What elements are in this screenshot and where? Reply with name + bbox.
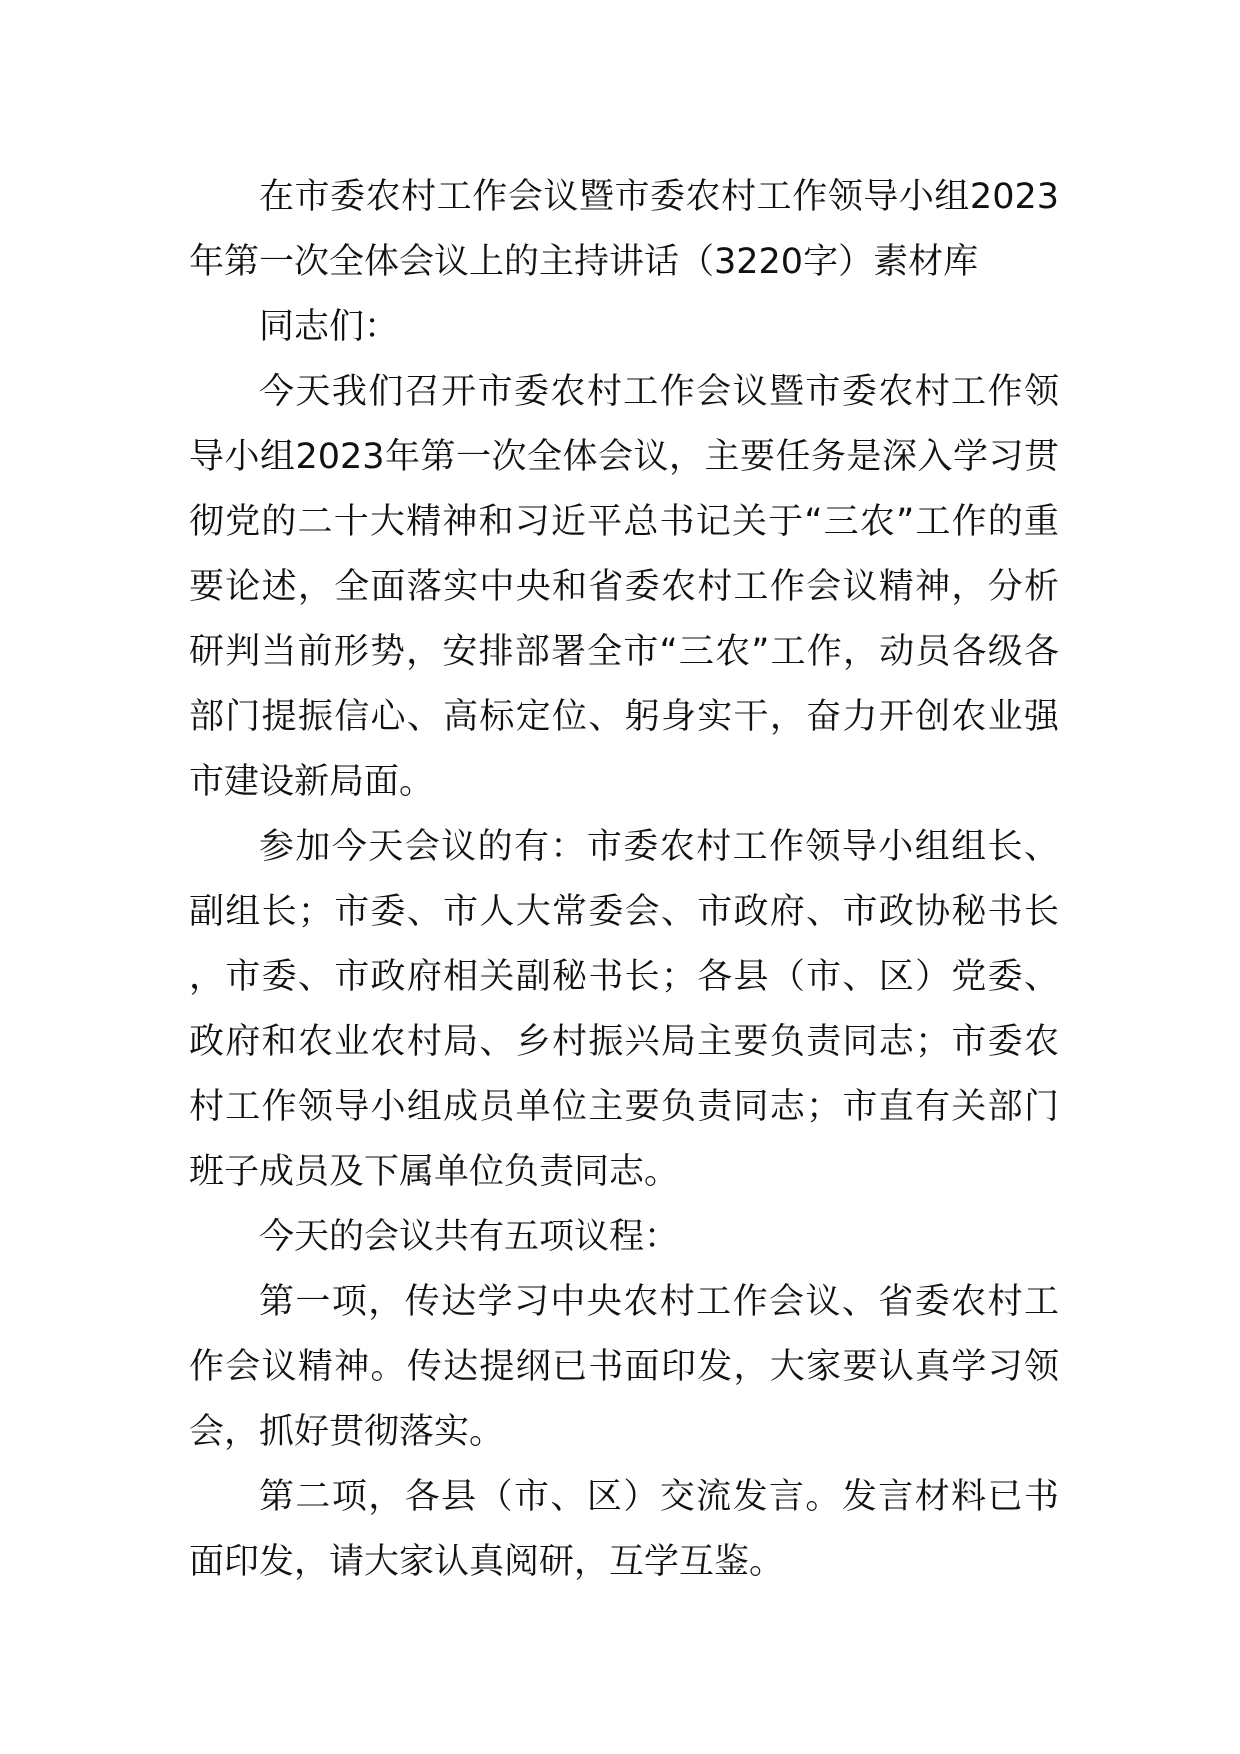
body-paragraph: 今天我们召开市委农村工作会议暨市委农村工作领导小组2023年第一次全体会议，主要任务是深入学习贯彻党的二十大精神和习近平总书记关于“三农”工作的重要论述，全面落实中央和省委农村工作会议精神，分析研判当前形势，安排部署全市“三农”工作，动员各级各部门提振信心、高标定位、躬身实干，奋力开创农业强市建设新局面。 — [189, 372, 1059, 802]
document-body — [189, 165, 1059, 1595]
body-paragraph: 今天的会议共有五项议程： — [259, 1217, 680, 1257]
body-paragraph: 参加今天会议的有：市委农村工作领导小组组长、副组长；市委、市人大常委会、市政府、市政协秘书长，市委、市政府相关副秘书长；各县（市、区）党委、政府和农业农村局、乡村振兴局主要负责同志；市委农村工作领导小组成员单位主要负责同志；市直有关部门班子成员及下属单位负责同志。 — [189, 827, 1059, 1192]
salutation-paragraph: 同志们： — [259, 307, 400, 347]
body-paragraph: 第二项，各县（市、区）交流发言。发言材料已书面印发，请大家认真阅研，互学互鉴。 — [189, 1477, 1059, 1582]
document-title: 在市委农村工作会议暨市委农村工作领导小组2023年第一次全体会议上的主持讲话（3220字）素材库 — [189, 177, 1059, 282]
body-paragraph: 第一项，传达学习中央农村工作会议、省委农村工作会议精神。传达提纲已书面印发，大家要认真学习领会，抓好贯彻落实。 — [189, 1282, 1059, 1452]
